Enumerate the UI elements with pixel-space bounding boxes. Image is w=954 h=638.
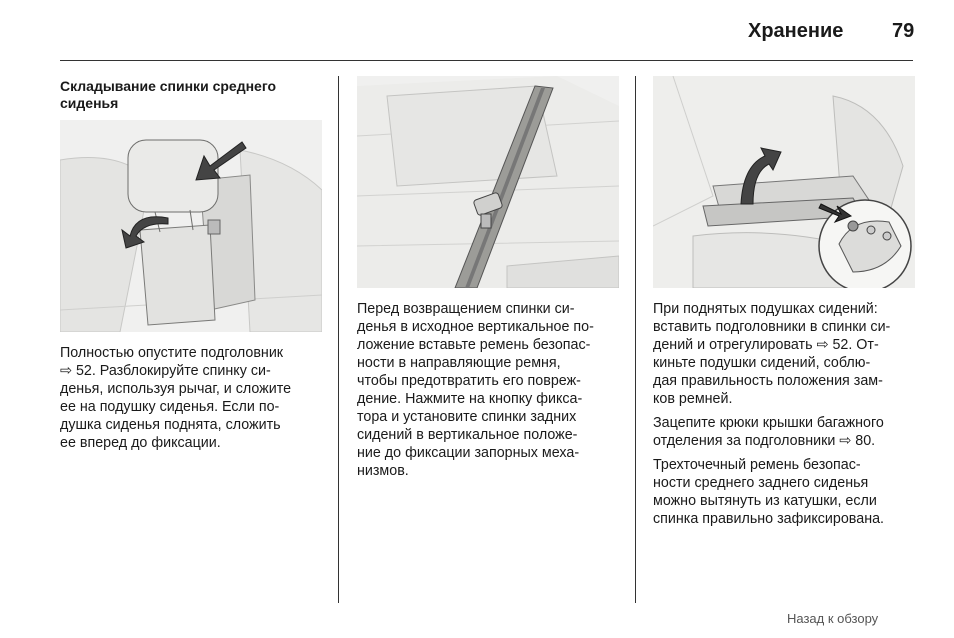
section-title-line: сиденья <box>60 95 119 111</box>
text-line: Зацепите крюки крышки багажного <box>653 415 884 431</box>
text-line: спинка правильно зафиксирована. <box>653 511 885 527</box>
text-line: Трехточечный ремень безопас- <box>653 457 861 473</box>
col2-paragraph <box>357 300 629 480</box>
column-divider-1 <box>338 76 339 603</box>
section-title-line: Складывание спинки среднего <box>60 78 277 94</box>
col3-text <box>653 300 933 534</box>
text-line: Перед возвращением спинки си- <box>357 301 575 317</box>
text-line: ности в направляющие ремня, <box>357 355 561 371</box>
text-line: ние до фиксации запорных меха- <box>357 445 580 461</box>
col3-paragraph-1 <box>653 300 933 408</box>
text-line: ложение вставьте ремень безопас- <box>357 337 591 353</box>
text-line: дение. Нажмите на кнопку фикса- <box>357 391 583 407</box>
text-line: денья в исходное вертикальное по- <box>357 319 594 335</box>
text-line: дений и отрегулировать ⇨ 52. От- <box>653 337 879 353</box>
text-line: дая правильность положения зам- <box>653 373 883 389</box>
text-line: киньте подушки сидений, соблю- <box>653 355 871 371</box>
col1-paragraph <box>60 344 330 452</box>
text-line: ности среднего заднего сиденья <box>653 475 869 491</box>
col3-paragraph-3 <box>653 456 933 528</box>
figure-fold-seatback <box>60 120 322 332</box>
section-header-title: Хранение <box>748 20 844 42</box>
text-line: денья, используя рычаг, и сложите <box>60 381 292 397</box>
text-line: ее на подушку сиденья. Если по- <box>60 399 280 415</box>
text-line: Полностью опустите подголовник <box>60 345 284 361</box>
text-line: сидений в вертикальное положе- <box>357 427 578 443</box>
text-line: можно вытянуть из катушки, если <box>653 493 877 509</box>
column-divider-2 <box>635 76 636 603</box>
text-line: При поднятых подушках сидений: <box>653 301 878 317</box>
section-title <box>60 78 330 112</box>
text-line: ее вперед до фиксации. <box>60 435 221 451</box>
text-line: чтобы предотвратить его повреж- <box>357 373 581 389</box>
page-number: 79 <box>892 20 915 42</box>
back-to-overview-link[interactable]: Назад к обзору <box>787 611 879 626</box>
figure-seatbelt-guide <box>357 76 619 288</box>
text-line: ков ремней. <box>653 391 733 407</box>
text-line: вставить подголовники в спинки си- <box>653 319 891 335</box>
text-line: душка сиденья поднята, сложить <box>60 417 281 433</box>
text-line: низмов. <box>357 463 409 479</box>
header-divider <box>60 60 913 61</box>
text-line: ⇨ 52. Разблокируйте спинку си- <box>60 363 271 379</box>
text-line: тора и установите спинки задних <box>357 409 577 425</box>
text-line: отделения за подголовники ⇨ 80. <box>653 433 876 449</box>
figure-cargo-cover-hooks <box>653 76 915 288</box>
col3-paragraph-2 <box>653 414 933 450</box>
